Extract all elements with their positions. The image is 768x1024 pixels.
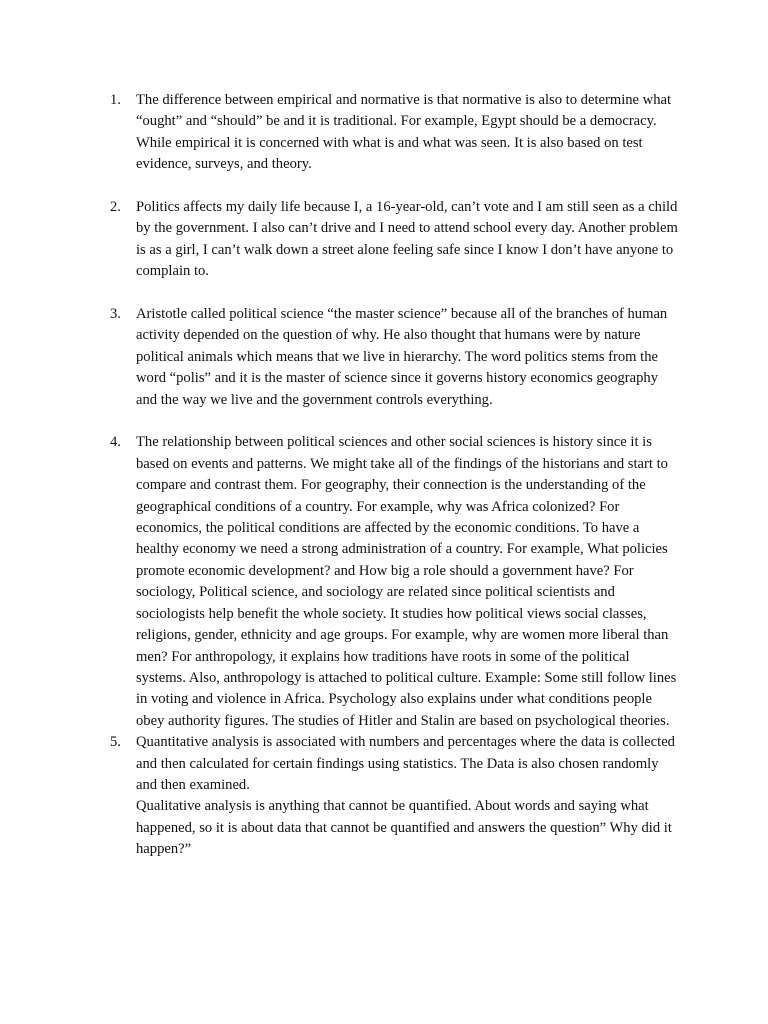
- item-number: 3.: [110, 306, 121, 323]
- answer-list: [110, 90, 680, 882]
- paragraph: The relationship between political sciences and other social sciences is history since it is based on events and patterns. We might take all of the findings of the historians and start to compare and contrast them. For geography, their connection is the understanding of the geographical conditions of a country. For example, why was Africa colonized? For economics, the political conditions are affected by the economic conditions. To have a healthy economy we need a strong administration of a country. For example, What policies promote economic development? and How big a role should a government have? For sociology, Political science, and sociology are related since political scientists and sociologists help benefit the whole society. It studies how political views social classes, religions, gender, ethnicity and age groups. For example, why are women more liberal than men? For anthropology, it explains how traditions have roots in some of the political systems. Also, anthropology is attached to political culture. Example: Some still follow lines in voting and violence in Africa. Psychology also explains under what conditions people obey authority figures. The studies of Hitler and Stalin are based on psychological theories.: [136, 434, 677, 729]
- list-item-5: [110, 732, 680, 860]
- item-number: 2.: [110, 199, 121, 216]
- paragraph: The difference between empirical and normative is that normative is also to determine what “ought” and “should” be and it is traditional. For example, Egypt should be a democracy. While empirical it is concerned with what is and what was seen. It is also based on test evidence, surveys, and theory.: [136, 92, 672, 173]
- item-number: 4.: [110, 434, 121, 451]
- paragraph: Quantitative analysis is associated with numbers and percentages where the data is collected and then calculated for certain findings using statistics. The Data is also chosen randomly and then examined.: [136, 734, 675, 793]
- paragraph: Politics affects my daily life because I, a 16-year-old, can’t vote and I am still seen as a child by the government. I also can’t drive and I need to attend school every day. Another problem is as a girl, I can’t walk down a street alone feeling safe since I know I don’t have anyone to complain to.: [136, 199, 678, 280]
- item-text: [136, 197, 680, 283]
- item-text: [136, 732, 680, 860]
- list-item-1: [110, 90, 680, 176]
- item-number: 5.: [110, 734, 121, 751]
- paragraph: Aristotle called political science “the master science” because all of the branches of human activity depended on the question of why. He also thought that humans were by nature political animals which means that we live in hierarchy. The word politics stems from the word “polis” and it is the master of science since it governs history economics geography and the way we live and the government controls everything.: [136, 306, 668, 408]
- item-text: [136, 304, 680, 411]
- list-item-4: [110, 432, 680, 732]
- list-item-2: [110, 197, 680, 283]
- item-text: [136, 90, 680, 176]
- item-text: [136, 432, 680, 732]
- item-number: 1.: [110, 92, 121, 108]
- paragraph: Qualitative analysis is anything that cannot be quantified. About words and saying what happened, so it is about data that cannot be quantified and answers the question” Why did it happen?”: [136, 798, 672, 858]
- list-item-3: [110, 304, 680, 411]
